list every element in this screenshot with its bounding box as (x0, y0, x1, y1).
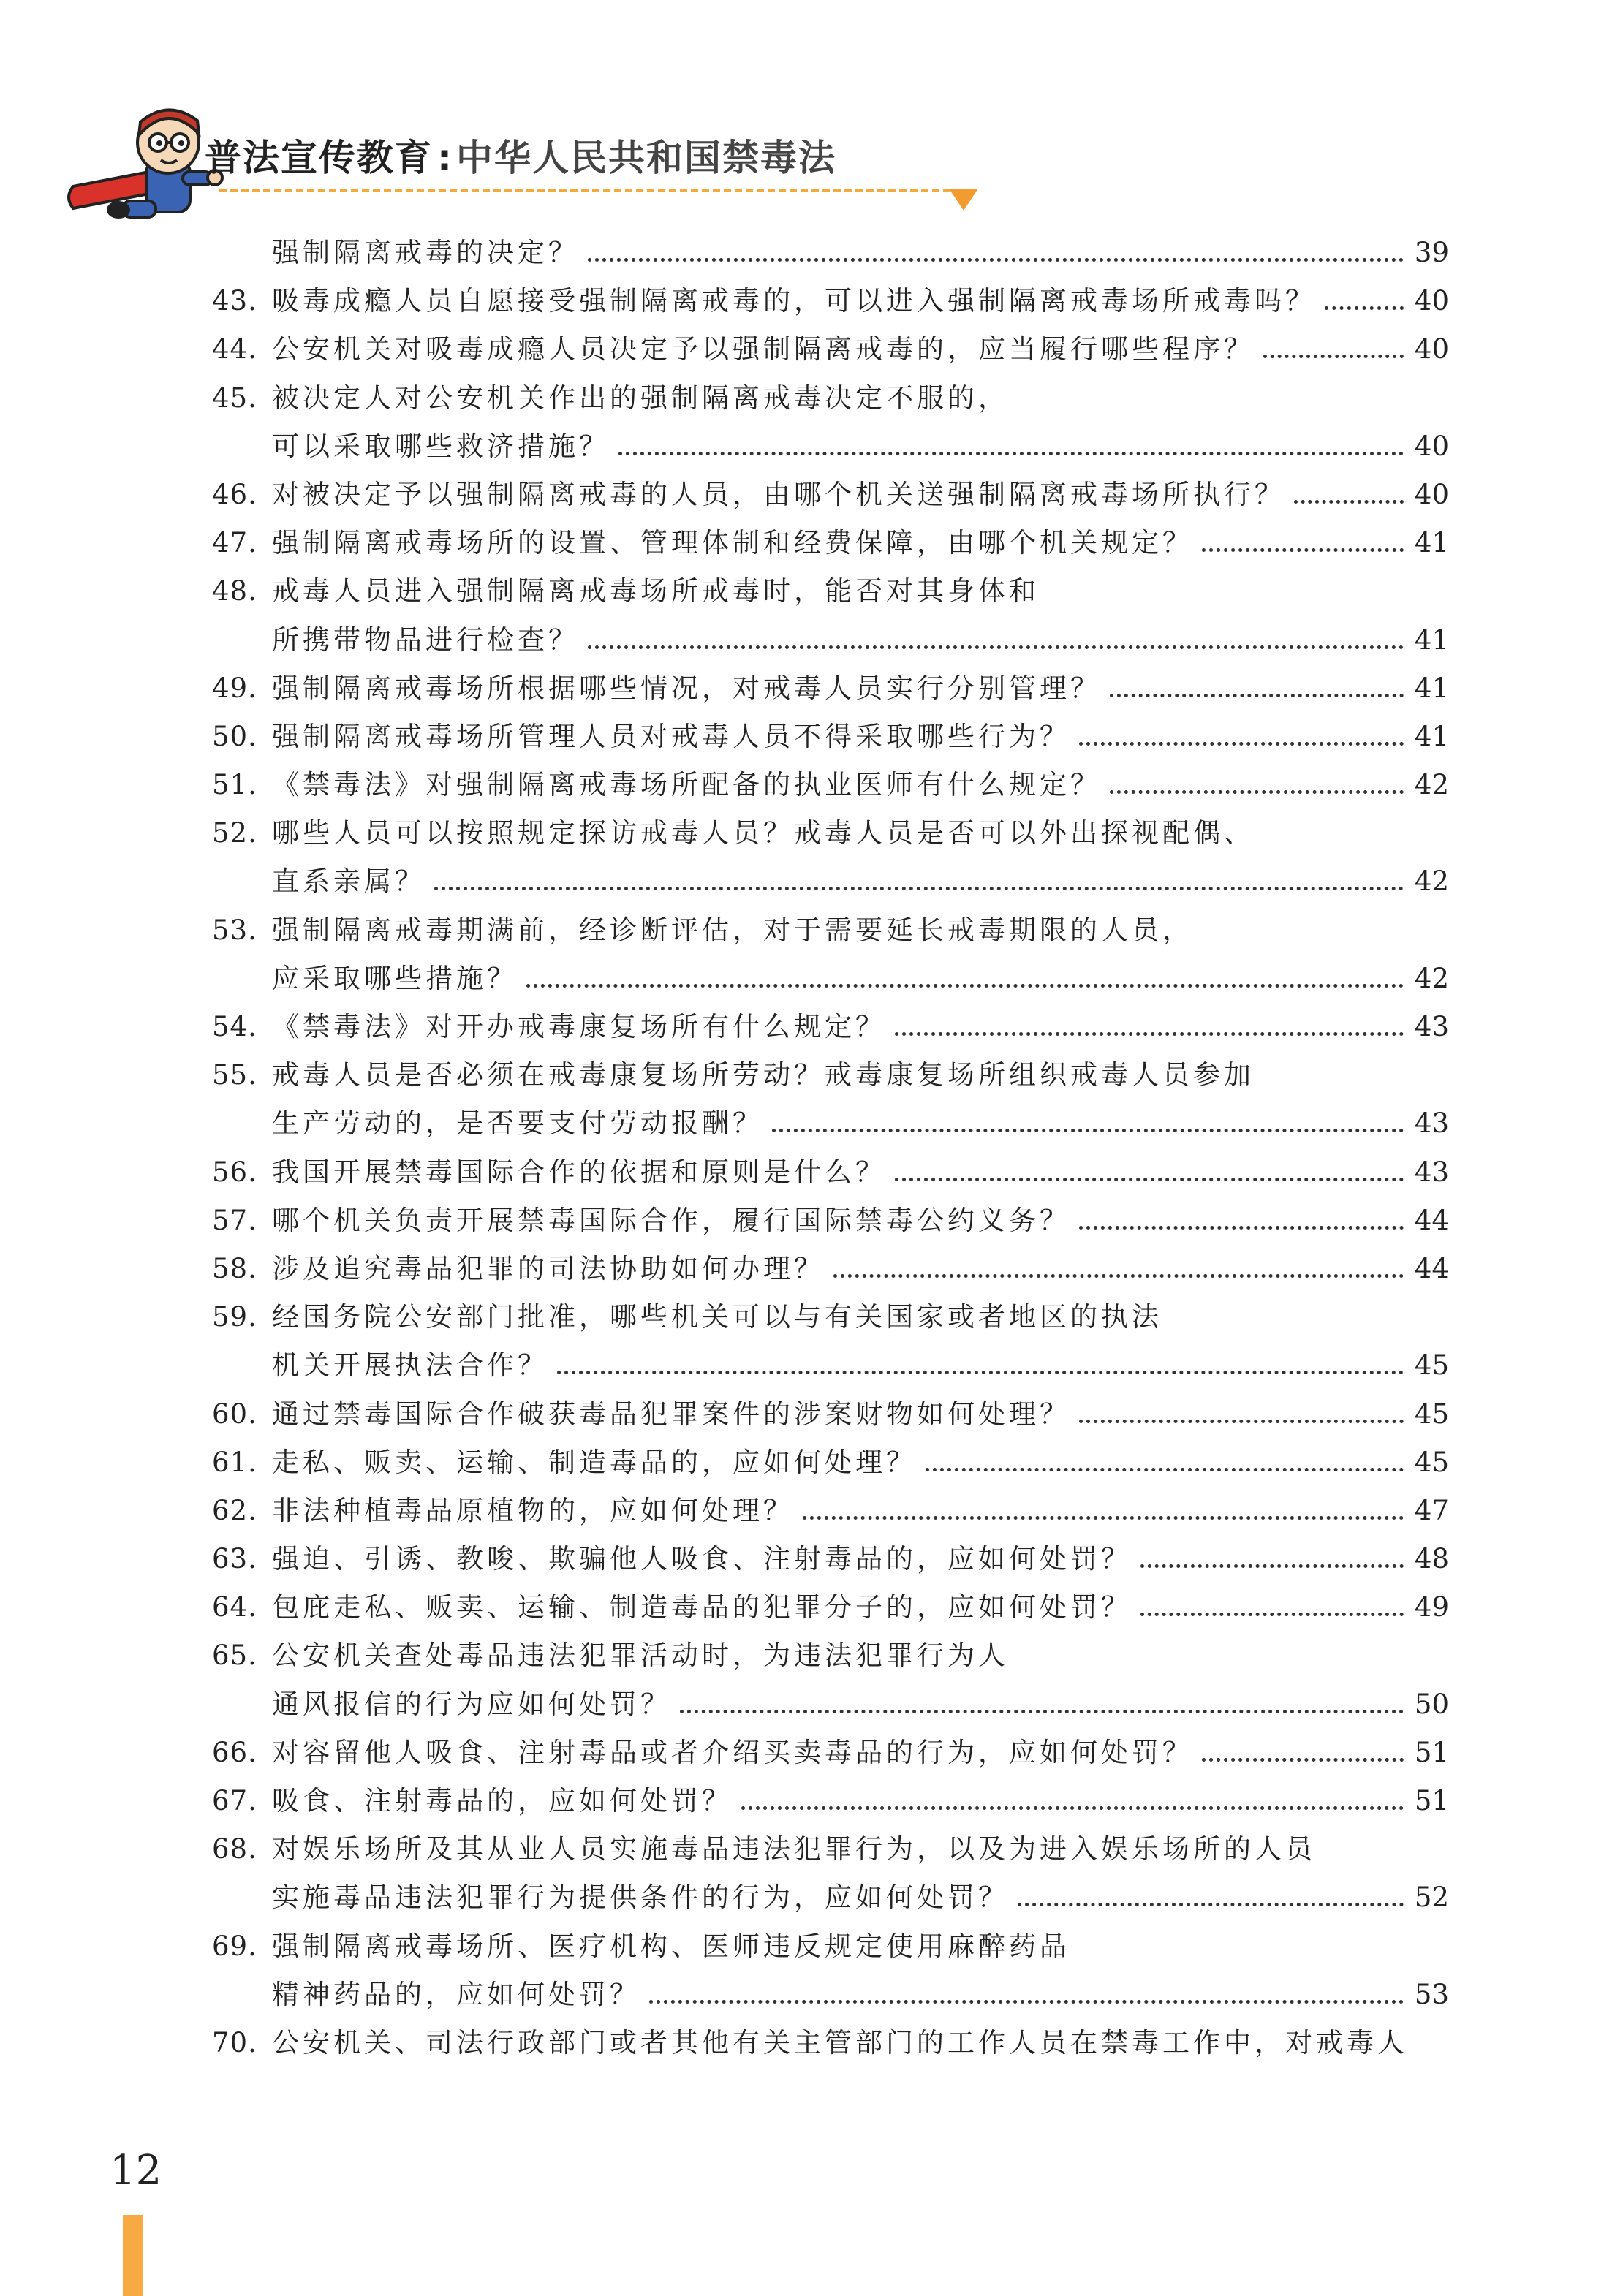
toc-entry-number: 44. (212, 333, 257, 365)
toc-entry (0, 1729, 1623, 1777)
toc-entry (0, 1971, 1623, 2019)
header-title (205, 129, 836, 187)
toc-entry-page: 44 (1414, 1204, 1449, 1236)
toc-entry (0, 1632, 1623, 1680)
toc-entry-page: 45 (1414, 1349, 1449, 1382)
toc-leader-dots (649, 2000, 1404, 2004)
toc-entry-number: 57. (212, 1204, 257, 1236)
toc-leader-dots (1263, 355, 1404, 358)
toc-entry-number: 66. (212, 1736, 257, 1768)
toc-entry (0, 1439, 1623, 1487)
toc-entry-page: 42 (1414, 865, 1449, 898)
toc-entry-title: 通风报信的行为应如何处罚？ (272, 1688, 671, 1720)
toc-entry (0, 519, 1623, 567)
toc-entry-title: 对容留他人吸食、注射毒品或者介绍买卖毒品的行为，应如何处罚？ (272, 1736, 1193, 1768)
toc-entry-title: 强制隔离戒毒场所的设置、管理体制和经费保障，由哪个机关规定？ (272, 527, 1193, 559)
header-triangle-icon (949, 189, 978, 211)
toc-leader-dots (618, 452, 1404, 455)
toc-entry-number: 53. (212, 914, 257, 946)
toc-entry-page: 43 (1414, 1107, 1449, 1140)
toc-leader-dots (588, 645, 1404, 649)
toc-entry-number: 60. (212, 1398, 257, 1430)
toc-leader-dots (926, 1468, 1404, 1471)
toc-entry-title: 《禁毒法》对强制隔离戒毒场所配备的执业医师有什么规定？ (272, 769, 1101, 801)
toc-entry-number: 45. (212, 382, 257, 414)
toc-entry-title: 哪个机关负责开展禁毒国际合作，履行国际禁毒公约义务？ (272, 1204, 1070, 1236)
toc-entry-title: 直系亲属？ (272, 865, 425, 898)
toc-entry-title: 应采取哪些措施？ (272, 962, 518, 994)
toc-leader-dots (526, 984, 1404, 988)
toc-leader-dots (803, 1516, 1404, 1520)
toc-entry-page: 42 (1414, 769, 1449, 801)
toc-leader-dots (741, 1806, 1404, 1810)
toc-entry-page: 43 (1414, 1156, 1449, 1188)
toc-leader-dots (557, 1371, 1404, 1374)
header-series-title: 普法宣传教育 (205, 137, 433, 179)
header-separator: : (437, 137, 452, 179)
toc-entry-number: 61. (212, 1446, 257, 1478)
toc-entry-page: 51 (1414, 1785, 1449, 1816)
toc-entry-title: 实施毒品违法犯罪行为提供条件的行为，应如何处罚？ (272, 1882, 1009, 1914)
toc-leader-dots (1079, 742, 1404, 746)
toc-entry-title: 戒毒人员进入强制隔离戒毒场所戒毒时，能否对其身体和 (272, 575, 1040, 607)
toc-entry-title: 经国务院公安部门批准，哪些机关可以与有关国家或者地区的执法 (272, 1301, 1162, 1333)
toc-entry-page: 45 (1414, 1398, 1449, 1430)
toc-entry-title: 公安机关、司法行政部门或者其他有关主管部门的工作人员在禁毒工作中，对戒毒人 (272, 2026, 1408, 2058)
toc-leader-dots (895, 1032, 1404, 1036)
table-of-contents (0, 229, 1623, 2067)
toc-entry (0, 1099, 1623, 1148)
toc-entry (0, 1681, 1623, 1729)
toc-entry-title: 吸食、注射毒品的，应如何处罚？ (272, 1785, 733, 1816)
toc-entry (0, 1487, 1623, 1535)
toc-leader-dots (1110, 694, 1404, 697)
toc-leader-dots (1079, 1226, 1404, 1230)
toc-entry-page: 43 (1414, 1011, 1449, 1042)
toc-entry (0, 906, 1623, 955)
toc-entry (0, 1197, 1623, 1245)
toc-entry-number: 54. (212, 1011, 257, 1042)
toc-entry-page: 41 (1414, 720, 1449, 752)
toc-entry-number: 49. (212, 672, 257, 704)
toc-leader-dots (1079, 1420, 1404, 1423)
toc-entry (0, 1535, 1623, 1583)
toc-entry-title: 强制隔离戒毒期满前，经诊断评估，对于需要延长戒毒期限的人员， (272, 914, 1193, 946)
toc-entry-page: 44 (1414, 1252, 1449, 1284)
toc-entry (0, 664, 1623, 713)
toc-entry-number: 67. (212, 1785, 257, 1816)
toc-entry (0, 229, 1623, 277)
toc-entry (0, 567, 1623, 615)
toc-entry-title: 我国开展禁毒国际合作的依据和原则是什么？ (272, 1156, 886, 1188)
toc-entry (0, 1051, 1623, 1099)
toc-entry (0, 1390, 1623, 1439)
toc-leader-dots (1140, 1564, 1404, 1568)
toc-entry-title: 所携带物品进行检查？ (272, 624, 579, 656)
header-dashed-rule (219, 189, 950, 192)
toc-entry-title: 走私、贩卖、运输、制造毒品的，应如何处理？ (272, 1446, 917, 1478)
toc-leader-dots (772, 1129, 1404, 1132)
toc-entry-title: 机关开展执法合作？ (272, 1349, 548, 1382)
page-header (0, 0, 1623, 241)
toc-entry-title: 公安机关查处毒品违法犯罪活动时，为违法犯罪行为人 (272, 1640, 1009, 1672)
toc-entry-page: 40 (1414, 333, 1449, 365)
toc-entry-page: 45 (1414, 1446, 1449, 1478)
toc-entry-page: 49 (1414, 1591, 1449, 1624)
toc-entry (0, 1148, 1623, 1197)
toc-entry-number: 55. (212, 1059, 257, 1091)
toc-entry-title: 强制隔离戒毒场所、医疗机构、医师违反规定使用麻醉药品 (272, 1930, 1070, 1962)
toc-entry-title: 强制隔离戒毒场所根据哪些情况，对戒毒人员实行分别管理？ (272, 672, 1101, 704)
toc-entry-page: 39 (1414, 237, 1449, 268)
toc-entry-number: 48. (212, 575, 257, 607)
toc-entry-page: 53 (1414, 1978, 1449, 2010)
toc-entry (0, 1293, 1623, 1341)
toc-entry-page: 41 (1414, 672, 1449, 704)
toc-entry-page: 50 (1414, 1688, 1449, 1720)
superhero-mascot-icon (58, 99, 227, 238)
toc-entry (0, 761, 1623, 809)
toc-entry-number: 46. (212, 478, 257, 510)
toc-entry (0, 1922, 1623, 1971)
toc-entry-title: 对被决定予以强制隔离戒毒的人员，由哪个机关送强制隔离戒毒场所执行？ (272, 478, 1285, 510)
toc-entry-title: 精神药品的，应如何处罚？ (272, 1978, 640, 2010)
toc-entry (0, 374, 1623, 423)
toc-entry-page: 42 (1414, 962, 1449, 994)
toc-entry-title: 被决定人对公安机关作出的强制隔离戒毒决定不服的， (272, 382, 1009, 414)
toc-entry-page: 41 (1414, 624, 1449, 656)
toc-entry-page: 47 (1414, 1494, 1449, 1526)
toc-entry-page: 48 (1414, 1543, 1449, 1575)
toc-leader-dots (1325, 306, 1404, 310)
toc-leader-dots (1294, 500, 1404, 504)
footer-accent-bar (123, 2215, 143, 2296)
toc-entry-number: 52. (212, 817, 257, 849)
toc-entry-page: 51 (1414, 1736, 1449, 1768)
toc-entry-number: 70. (212, 2026, 257, 2058)
toc-entry-title: 《禁毒法》对开办戒毒康复场所有什么规定？ (272, 1011, 886, 1042)
toc-entry-number: 56. (212, 1156, 257, 1188)
toc-entry-title: 吸毒成瘾人员自愿接受强制隔离戒毒的，可以进入强制隔离戒毒场所戒毒吗？ (272, 285, 1316, 317)
toc-entry (0, 857, 1623, 906)
toc-entry (0, 1245, 1623, 1293)
toc-entry (0, 325, 1623, 374)
toc-entry-title: 通过禁毒国际合作破获毒品犯罪案件的涉案财物如何处理？ (272, 1398, 1070, 1430)
page-number: 12 (110, 2147, 162, 2194)
toc-entry (0, 1341, 1623, 1390)
toc-leader-dots (1018, 1903, 1404, 1906)
toc-entry-number: 62. (212, 1494, 257, 1526)
toc-leader-dots (1202, 1758, 1404, 1762)
toc-entry (0, 1825, 1623, 1873)
toc-entry-title: 可以采取哪些救济措施？ (272, 430, 610, 462)
toc-entry (0, 1003, 1623, 1051)
toc-entry-title: 强制隔离戒毒场所管理人员对戒毒人员不得采取哪些行为？ (272, 720, 1070, 752)
toc-entry (0, 616, 1623, 664)
toc-entry-title: 生产劳动的，是否要支付劳动报酬？ (272, 1107, 763, 1140)
toc-entry-number: 65. (212, 1640, 257, 1672)
toc-entry (0, 955, 1623, 1003)
toc-leader-dots (895, 1178, 1404, 1181)
toc-entry-page: 40 (1414, 430, 1449, 462)
toc-entry-title: 强制隔离戒毒的决定？ (272, 237, 579, 268)
toc-entry (0, 423, 1623, 471)
toc-entry-number: 64. (212, 1591, 257, 1624)
toc-entry-title: 哪些人员可以按照规定探访戒毒人员？戒毒人员是否可以外出探视配偶、 (272, 817, 1255, 849)
toc-entry-number: 58. (212, 1252, 257, 1284)
toc-entry-number: 68. (212, 1833, 257, 1865)
toc-leader-dots (833, 1274, 1404, 1278)
toc-entry-page: 40 (1414, 478, 1449, 510)
toc-leader-dots (588, 258, 1404, 262)
toc-entry-number: 43. (212, 285, 257, 317)
toc-entry-number: 50. (212, 720, 257, 752)
toc-entry (0, 2019, 1623, 2067)
toc-entry-title: 对娱乐场所及其从业人员实施毒品违法犯罪行为，以及为进入娱乐场所的人员 (272, 1833, 1316, 1865)
toc-entry-title: 公安机关对吸毒成瘾人员决定予以强制隔离戒毒的，应当履行哪些程序？ (272, 333, 1255, 365)
toc-leader-dots (1202, 548, 1404, 552)
toc-entry-page: 52 (1414, 1882, 1449, 1914)
toc-entry-title: 强迫、引诱、教唆、欺骗他人吸食、注射毒品的，应如何处罚？ (272, 1543, 1132, 1575)
toc-entry-title: 涉及追究毒品犯罪的司法协助如何办理？ (272, 1252, 825, 1284)
toc-entry-title: 包庇走私、贩卖、运输、制造毒品的犯罪分子的，应如何处罚？ (272, 1591, 1132, 1624)
toc-entry-number: 69. (212, 1930, 257, 1962)
header-book-title: 中华人民共和国禁毒法 (456, 137, 836, 179)
toc-entry (0, 1873, 1623, 1922)
toc-leader-dots (680, 1710, 1404, 1713)
toc-entry-number: 51. (212, 769, 257, 801)
toc-entry (0, 1583, 1623, 1632)
toc-entry-page: 41 (1414, 527, 1449, 559)
toc-leader-dots (1140, 1613, 1404, 1616)
toc-entry (0, 1777, 1623, 1825)
toc-leader-dots (434, 887, 1404, 890)
toc-leader-dots (1110, 790, 1404, 794)
toc-entry-number: 59. (212, 1301, 257, 1333)
toc-entry (0, 471, 1623, 519)
toc-entry-title: 非法种植毒品原植物的，应如何处理？ (272, 1494, 794, 1526)
toc-entry (0, 277, 1623, 325)
toc-entry-number: 63. (212, 1543, 257, 1575)
toc-entry-number: 47. (212, 527, 257, 559)
toc-entry (0, 713, 1623, 761)
toc-entry-title: 戒毒人员是否必须在戒毒康复场所劳动？戒毒康复场所组织戒毒人员参加 (272, 1059, 1255, 1091)
toc-entry (0, 809, 1623, 857)
toc-entry-page: 40 (1414, 285, 1449, 317)
